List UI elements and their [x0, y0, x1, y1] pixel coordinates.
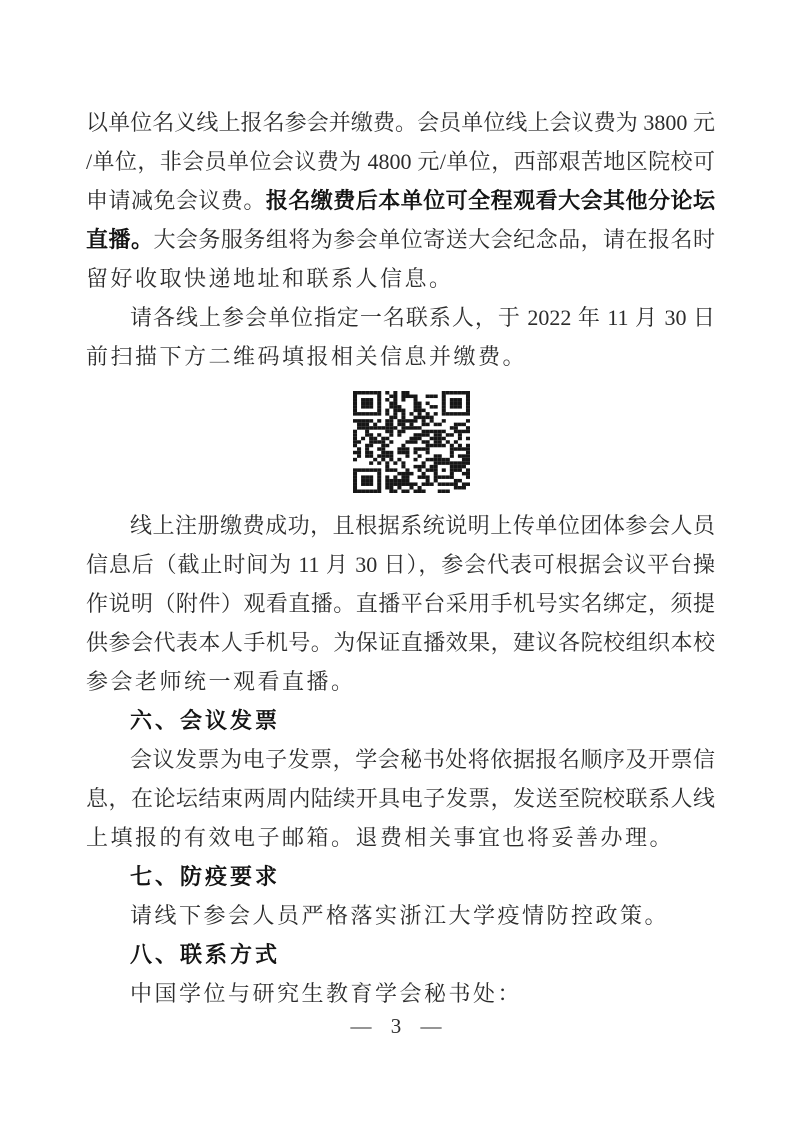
document-line: [86, 337, 715, 376]
document-line: [86, 142, 715, 181]
body-text: /单位，非会员单位会议费为 4800 元/单位，西部艰苦地区院校可: [86, 149, 715, 174]
page-number: — 3 —: [350, 1014, 449, 1038]
document-body: [86, 103, 715, 1013]
body-text: 信息后（截止时间为 11 月 30 日），参会代表可根据会议平台操: [86, 552, 715, 577]
document-line: [86, 974, 715, 1013]
bold-text: 报名缴费后本单位可全程观看大会其他分论坛: [265, 188, 715, 213]
body-text: 申请减免会议费。: [86, 188, 266, 213]
document-line: [86, 506, 715, 545]
document-line: [86, 740, 715, 779]
document-line: [86, 181, 715, 220]
body-text: 作说明（附件）观看直播。直播平台采用手机号实名绑定，须提: [86, 591, 715, 616]
body-text: 上填报的有效电子邮箱。退费相关事宜也将妥善办理。: [86, 825, 675, 850]
body-text: 线上注册缴费成功，且根据系统说明上传单位团体参会人员: [130, 513, 715, 538]
body-text: 请线下参会人员严格落实浙江大学疫情防控政策。: [130, 903, 670, 928]
document-line: [86, 623, 715, 662]
body-text: 供参会代表本人手机号。为保证直播效果，建议各院校组织本校: [86, 630, 715, 655]
document-line: [86, 298, 715, 337]
document-line: [86, 662, 715, 701]
bold-text: 直播。: [86, 227, 154, 252]
body-text: 中国学位与研究生教育学会秘书处：: [130, 981, 523, 1006]
body-text: 留好收取快递地址和联系人信息。: [86, 266, 454, 291]
document-line: [86, 779, 715, 818]
qr-code: [86, 376, 715, 506]
body-text: 前扫描下方二维码填报相关信息并缴费。: [86, 344, 528, 369]
body-text: 以单位名义线上报名参会并缴费。会员单位线上会议费为 3800 元: [86, 110, 715, 135]
section-heading: [86, 701, 715, 740]
body-text: 息，在论坛结束两周内陆续开具电子发票，发送至院校联系人线: [86, 786, 715, 811]
document-line: [86, 584, 715, 623]
body-text: 会议发票为电子发票，学会秘书处将依据报名顺序及开票信: [130, 747, 715, 772]
document-line: [86, 259, 715, 298]
document-line: [86, 220, 715, 259]
qr-code-icon: [353, 391, 470, 493]
section-heading: [86, 935, 715, 974]
document-line: [86, 103, 715, 142]
bold-text: 七、防疫要求: [130, 864, 281, 889]
body-text: 大会务服务组将为参会单位寄送大会纪念品，请在报名时: [153, 227, 715, 252]
document-line: [86, 818, 715, 857]
body-text: 参会老师统一观看直播。: [86, 669, 356, 694]
section-heading: [86, 857, 715, 896]
document-line: [86, 896, 715, 935]
bold-text: 六、会议发票: [130, 708, 281, 733]
body-text: 请各线上参会单位指定一名联系人，于 2022 年 11 月 30 日: [130, 305, 715, 330]
document-line: [86, 545, 715, 584]
bold-text: 八、联系方式: [130, 942, 281, 967]
